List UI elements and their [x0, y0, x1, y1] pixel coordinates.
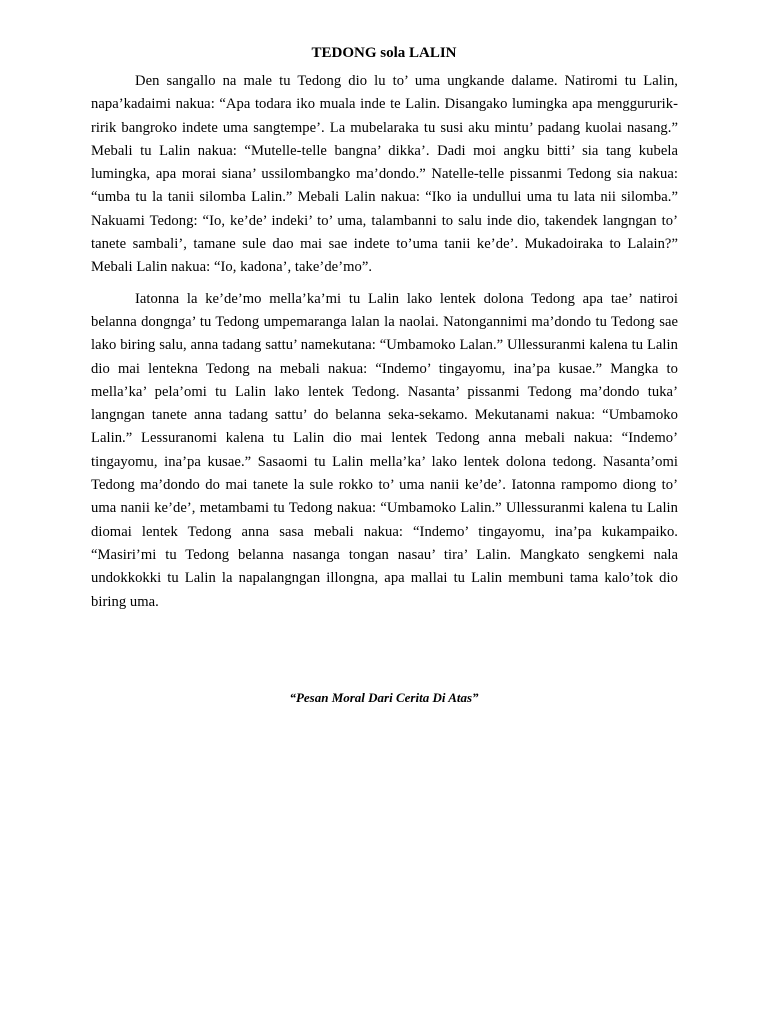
document-title: TEDONG sola LALIN [311, 45, 457, 61]
story-body [91, 70, 678, 614]
story-paragraph-1: Den sangallo na male tu Tedong dio lu to’ uma ungkande dalame. Natiromi tu Lalin, napa’kadaimi nakua: “Apa todara iko muala inde te Lalin. Disangako lumingka apa menggururik-ririk bangroko indete uma sangtempe’. La mubelaraka tu susi aku mintu’ padang kuolai nasang.” Mebali tu Lalin nakua: “Mutelle-telle bangna’ dikka’. Dadi moi angku bitti’ sia tang kubela lumingka, apa morai siana’ ussilombangko ma’dondo.” Natelle-telle pissanmi Tedong sia nakua: “umba tu la tanii silomba Lalin.” Mebali Lalin nakua: “Iko ia undullui uma tu lata nii silomba.” Nakuami Tedong: “Io, ke’de’ indeki’ to’ uma, talambanni to salu inde dio, takendek langngan to’ tanete sambali’, tamane sule dao mai sae indete to’uma tanii ke’de’. Mukadoiraka to Lalain?” Mebali Lalin nakua: “Io, kadona’, take’de’mo”. [91, 73, 678, 276]
moral-heading: “Pesan Moral Dari Cerita Di Atas” [289, 690, 479, 705]
story-paragraph-2: Iatonna la ke’de’mo mella’ka’mi tu Lalin lako lentek dolona Tedong apa tae’ natiroi belanna dongnga’ tu Tedong umpemaranga lalan la naolai. Natongannimi ma’dondo tu Tedong sae lako biring salu, anna tadang sattu’ namekutana: “Umbamoko Lalan.” Ullessuranmi kalena tu Lalin dio mai lentekna Tedong na mebali nakua: “Indemo’ tingayomu, ina’pa kusae.” Mangka to mella’ka’ pela’omi tu Lalin lako lentek Tedong. Nasanta’ pissanmi Tedong ma’dondo tuka’ langngan tanete anna tadang sattu’ do belanna seka-sekamo. Mekutanami nakua: “Umbamoko Lalin.” Lessuranomi kalena tu Lalin dio mai lentek Tedong anna mebali nakua: “Indemo’ tingayomu, ina’pa kusae.” Sasaomi tu Lalin mella’ka’ lako lentek dolona tedong. Nasanta’omi Tedong ma’dondo do mai tanete la sule rokko to’ uma nanii ke’de’. Iatonna rampomo diong to’ uma nanii ke’de’, metambami tu Tedong nakua: “Umbamoko Lalin.” Ullessuranmi kalena tu Lalin diomai lentek Tedong anna sasa mebali nakua: “Indemo’ tingayomu, ina’pa kukampaiko. “Masiri’mi tu Tedong belanna nasanga tongan nasau’ tira’ Lalin. Mangkato sengkemi nala undokkokki tu Lalin la napalangngan illongna, apa mallai tu Lalin membuni tama kalo’tok dio biring uma. [91, 290, 678, 610]
